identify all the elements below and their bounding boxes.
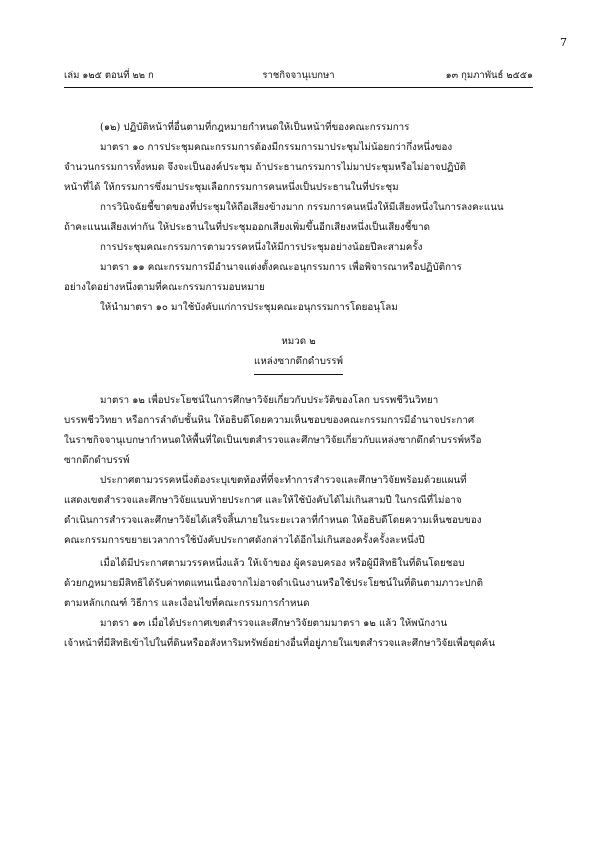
section-12-para3-line: ด้วยกฎหมายมีสิทธิได้รับค่าทดแทนเนื่องจากไม่อาจดำเนินงานหรือใช้ประโยชน์ในที่ดินตามภาวะปกติ	[64, 578, 483, 589]
section-11-line: อย่างใดอย่างหนึ่งตามที่คณะกรรมการมอบหมาย	[64, 282, 265, 293]
section-12-para3-line: ตามหลักเกณฑ์ วิธีการ และเงื่อนไขที่คณะกรรมการกำหนด	[64, 598, 310, 609]
document-body	[64, 118, 533, 654]
gazette-header	[64, 68, 533, 82]
volume-issue: เล่ม ๑๒๕ ตอนที่ ๒๒ ก	[64, 70, 154, 81]
section-10-line: จำนวนกรรมการทั้งหมด จึงจะเป็นองค์ประชุม ถ้าประธานกรรมการไม่มาประชุมหรือไม่อาจปฏิบัติ	[64, 162, 467, 173]
section-12-line: ซากดึกดำบรรพ์	[64, 455, 130, 466]
chapter-heading: หมวด ๒	[281, 336, 316, 347]
section-12-line: ในราชกิจจานุเบกษากำหนดให้พื้นที่ใดเป็นเขตสำรวจและศึกษาวิจัยเกี่ยวกับแหล่งซากดึกดำบรรพ์หรือ	[64, 435, 482, 446]
gazette-title: ราชกิจจานุเบกษา	[262, 70, 335, 81]
section-10-para2-line: การวินิจฉัยชี้ขาดของที่ประชุมให้ถือเสียงข้างมาก กรรมการคนหนึ่งให้มีเสียงหนึ่งในการลงคะแนน	[100, 202, 504, 213]
section-10-line: หน้าที่ได้ ให้กรรมการซึ่งมาประชุมเลือกกรรมการคนหนึ่งเป็นประธานในที่ประชุม	[64, 182, 399, 193]
spacer	[64, 375, 533, 391]
section-10-line: มาตรา ๑๐ การประชุมคณะกรรมการต้องมีกรรมการมาประชุมไม่น้อยกว่ากึ่งหนึ่งของ	[100, 142, 453, 153]
section-10-para2-line: ถ้าคะแนนเสียงเท่ากัน ให้ประธานในที่ประชุมออกเสียงเพิ่มขึ้นอีกเสียงหนึ่งเป็นเสียงชี้ขาด	[64, 222, 430, 233]
chapter-title: แหล่งซากดึกดำบรรพ์	[254, 352, 343, 375]
section-13-line: มาตรา ๑๓ เมื่อได้ประกาศเขตสำรวจและศึกษาวิจัยตามมาตรา ๑๒ แล้ว ให้พนักงาน	[100, 618, 448, 629]
section-11-line: มาตรา ๑๑ คณะกรรมการมีอำนาจแต่งตั้งคณะอนุกรรมการ เพื่อพิจารณาหรือปฏิบัติการ	[100, 262, 462, 273]
section-12-para2-line: คณะกรรมการขยายเวลาการใช้บังคับประกาศดังกล่าวได้อีกไม่เกินสองครั้งครั้งละหนึ่งปี	[64, 535, 425, 546]
publication-date: ๑๓ กุมภาพันธ์ ๒๕๕๑	[445, 70, 533, 81]
header-rule	[64, 87, 533, 88]
clause-12: (๑๒) ปฏิบัติหน้าที่อื่นตามที่กฎหมายกำหนดให้เป็นหน้าที่ของคณะกรรมการ	[100, 122, 410, 133]
section-12-line: บรรพชีววิทยา หรือการลำดับชั้นหิน ให้อธิบดีโดยความเห็นชอบของคณะกรรมการมีอำนาจประกาศ	[64, 415, 475, 426]
section-12-para2-line: แสดงเขตสำรวจและศึกษาวิจัยแนบท้ายประกาศ และให้ใช้บังคับได้ไม่เกินสามปี ในกรณีที่ไม่อาจ	[64, 495, 462, 506]
section-12-para2-line: ดำเนินการสำรวจและศึกษาวิจัยได้เสร็จสิ้นภายในระยะเวลาที่กำหนด ให้อธิบดีโดยความเห็นชอบของ	[64, 515, 482, 526]
section-11-para2-line: ให้นำมาตรา ๑๐ มาใช้บังคับแก่การประชุมคณะอนุกรรมการโดยอนุโลม	[100, 302, 398, 313]
section-10-para3-line: การประชุมคณะกรรมการตามวรรคหนึ่งให้มีการประชุมอย่างน้อยปีละสามครั้ง	[100, 242, 423, 253]
section-12-para3-line: เมื่อได้มีประกาศตามวรรคหนึ่งแล้ว ให้เจ้าของ ผู้ครอบครอง หรือผู้มีสิทธิในที่ดินโดยชอบ	[100, 558, 465, 569]
page-number: 7	[560, 36, 567, 49]
section-12-para2-line: ประกาศตามวรรคหนึ่งต้องระบุเขตท้องที่ที่จะทำการสำรวจและศึกษาวิจัยพร้อมด้วยแผนที่	[100, 475, 467, 486]
section-13-line: เจ้าหน้าที่มีสิทธิเข้าไปในที่ดินหรืออสังหาริมทรัพย์อย่างอื่นที่อยู่ภายในเขตสำรวจและศึกษาวิจัยเพื่อขุดค้น	[64, 638, 495, 649]
section-12-line: มาตรา ๑๒ เพื่อประโยชน์ในการศึกษาวิจัยเกี่ยวกับประวัติของโลก บรรพชีวินวิทยา	[100, 395, 439, 406]
